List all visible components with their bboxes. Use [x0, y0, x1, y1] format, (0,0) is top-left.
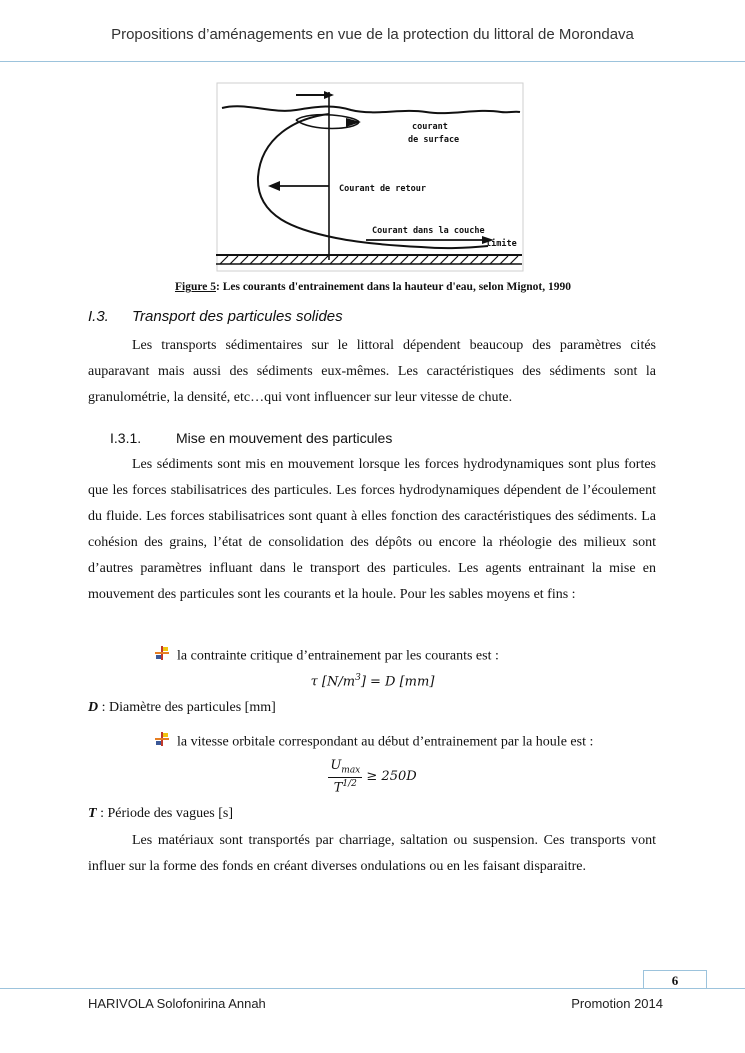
bullet-icon [155, 732, 177, 753]
definition-D-symbol: D [88, 700, 99, 715]
label-surface-1: courant [412, 122, 448, 132]
label-return-current: Courant de retour [339, 184, 426, 194]
formula2-den: T [333, 779, 343, 795]
subsection-number: I.3.1. [110, 430, 142, 446]
bullet-item-1 [155, 646, 499, 667]
paragraph-1: Les transports sédimentaires sur le littoral dépendent beaucoup des paramètres cités auparavant mais aussi des sédiments eux-mêmes. Les caractéristiques des sédiments sont la granulométrie, la densité, etc…qui vont influencer sur leur vitesse de chute. [88, 338, 656, 405]
running-header: Propositions d’aménagements en vue de la protection du littoral de Morondava [111, 26, 634, 43]
formula1-exp: 3 [355, 673, 361, 683]
figure-currents-diagram [216, 82, 524, 272]
formula-orbital-velocity [0, 758, 745, 795]
paragraph-2: Les sédiments sont mis en mouvement lorsque les forces hydrodynamiques sont plus fortes que les forces stabilisatrices des particules. Les forces hydrodynamiques dépendent de l’écoulement du fluide. Les forces stabilisatrices sont quant à elles fonction des caractéristiques des sédiments. La cohésion des grains, l’état de consolidation des dépôts ou encore la rhéologie des milieux sont d’autres paramètres influant dans le transport des particules. Les agents entrainant la mise en mouvement des particules sont les courants et la houle. Pour les sables moyens et fins : [88, 457, 656, 602]
label-surface-2: de surface [408, 135, 460, 145]
figure-caption [88, 281, 658, 293]
definition-D-text: : Diamètre des particules [mm] [98, 700, 276, 715]
caption-label: Figure 5 [174, 281, 216, 293]
definition-T-text: : Période des vagues [s] [96, 806, 234, 821]
formula2-num: U [330, 758, 342, 773]
footer-divider [0, 988, 745, 989]
definition-D [88, 700, 276, 716]
formula2-den-exp: 1/2 [342, 778, 357, 789]
label-boundary-2: limite [486, 239, 517, 249]
formula1-rhs: ] = D [mm] [360, 674, 435, 690]
header-divider [0, 61, 745, 62]
formula-critical-stress [0, 673, 745, 689]
bullet-item-2 [155, 732, 593, 753]
page-number: 6 [643, 970, 707, 989]
paragraph-3: Les matériaux sont transportés par charriage, saltation ou suspension. Ces transports vont influer sur la forme des fonds en créant diverses ondulations ou en les faisant disparaitre. [88, 833, 656, 874]
section-title: Transport des particules solides [132, 308, 343, 325]
formula2-rhs: ≥ 250D [366, 768, 417, 784]
footer-author: HARIVOLA Solofonirina Annah [88, 996, 266, 1011]
bullet-text-1: la contrainte critique d’entrainement par les courants est : [177, 648, 499, 664]
subsection-title: Mise en mouvement des particules [176, 430, 393, 446]
formula1-lhs: τ [N/m [310, 674, 356, 690]
definition-T [88, 806, 233, 822]
bullet-icon [155, 646, 177, 667]
definition-T-symbol: T [88, 806, 97, 821]
section-heading [88, 308, 343, 325]
footer-promotion: Promotion 2014 [571, 996, 663, 1011]
section-number: I.3. [88, 308, 109, 325]
formula2-num-sub: max [341, 765, 361, 776]
bullet-text-2: la vitesse orbitale correspondant au début d’entrainement par la houle est : [177, 734, 594, 750]
formula2-fraction [328, 758, 362, 795]
caption-text: : Les courants d'entrainement dans la hauteur d'eau, selon Mignot, 1990 [215, 281, 572, 293]
label-boundary-1: Courant dans la couche [372, 226, 485, 236]
subsection-heading [110, 430, 392, 446]
